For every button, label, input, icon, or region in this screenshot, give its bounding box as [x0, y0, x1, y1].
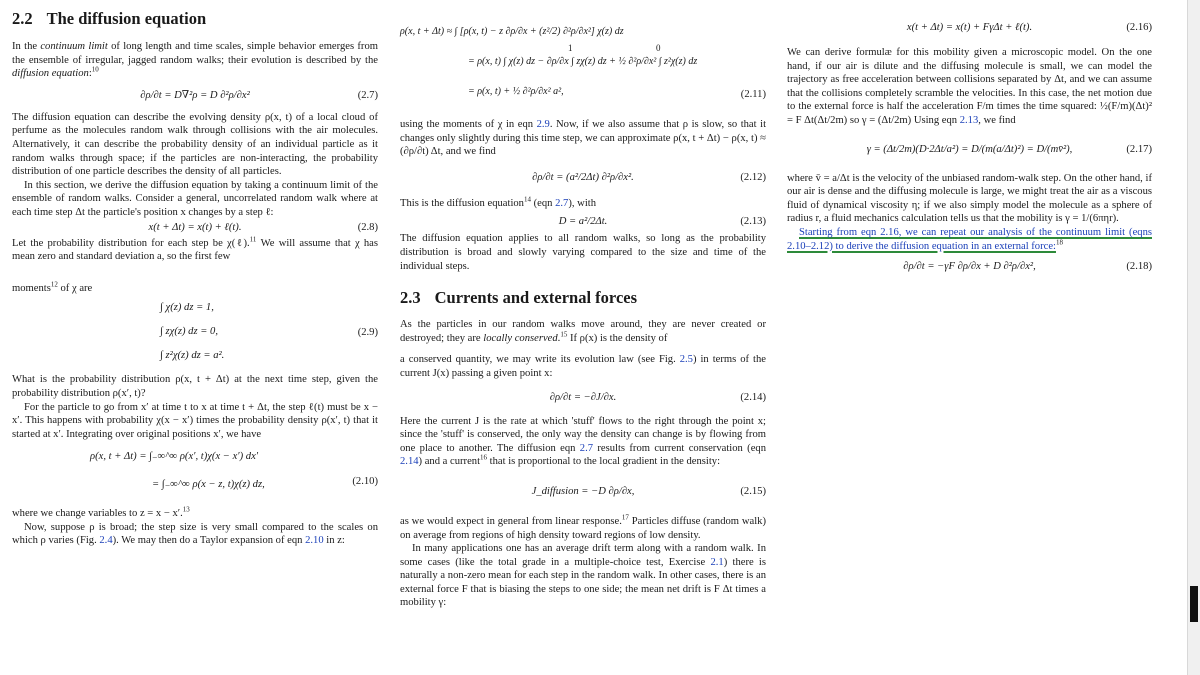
section-number: 2.3 — [400, 288, 421, 308]
text: in z: — [323, 535, 345, 547]
vertical-scrollbar[interactable] — [1187, 0, 1200, 675]
equation-2-15 — [400, 469, 766, 515]
figure-link[interactable]: 2.4 — [99, 535, 113, 547]
emphasis: locally conserved — [483, 332, 558, 344]
equation-link[interactable]: 2.14 — [400, 456, 419, 468]
section-title: The diffusion equation — [46, 9, 207, 28]
highlighted-text[interactable]: Starting from eqn 2.16, we can repeat our analysis of the continuum limit (eqns 2.10–2.12) to derive the diffusion equation in an external force: — [787, 226, 1152, 252]
equation-number: (2.10) — [352, 476, 378, 488]
column-middle — [400, 0, 766, 610]
equation-number: (2.14) — [740, 391, 766, 403]
equation-body: ∂ρ/∂t = −γF ∂ρ/∂x + D ∂²ρ/∂x², — [903, 261, 1036, 273]
text: . Now, if we also assume that ρ is slow, so that it changes only slightly during this time step, we can approximate ρ(x, t + Δt) − ρ(x, t) ≈ (∂ρ/∂t) Δt, and we find — [400, 119, 767, 158]
equation-body: ∂ρ/∂t = −∂J/∂x. — [549, 391, 617, 403]
text: as we would expect in general from linear response. — [400, 515, 622, 527]
equation-2-13 — [400, 210, 766, 232]
paragraph: where v̄ = a/Δt is the velocity of the unbiased random-walk step. On the other hand, if our air is dense and the diffusing molecule is large, we might treat the air as a viscous fluid of dynamical viscosity η; if we also simply model the molecule as a sphere of radius r, a fluid mechanics calculation tells us that the mobility is γ = 1/(6πηr). — [787, 172, 1152, 225]
footnote-marker: 14 — [523, 195, 531, 204]
text: of χ are — [57, 282, 93, 294]
equation-line: ρ(x, t + Δt) = ∫₋∞^∞ ρ(x′, t)χ(x − x′) dx′ — [90, 451, 259, 463]
equation-2-8 — [12, 220, 378, 237]
equation-overbrace-0: 0 — [656, 43, 661, 53]
equation-link[interactable]: 2.9 — [536, 119, 550, 130]
paragraph — [12, 237, 378, 264]
paragraph — [12, 40, 378, 81]
text: ). We may then do a Taylor expansion of eqn — [112, 535, 306, 547]
paragraph — [12, 507, 378, 521]
paragraph — [400, 542, 766, 610]
text: of long length and time scales, simple behavior emerges from the ensemble of irregular, jagged random walks; their evolution is described by the — [12, 41, 378, 66]
section-heading-2-2 — [12, 9, 378, 29]
section-title: Currents and external forces — [434, 288, 638, 308]
equation-2-18 — [787, 253, 1152, 281]
paragraph — [400, 318, 766, 345]
equation-link[interactable]: 2.7 — [555, 197, 569, 209]
equation-2-16 — [787, 16, 1152, 40]
paragraph — [400, 118, 766, 159]
paragraph: For the particle to go from x′ at time t to x at time t + Δt, the step ℓ(t) must be x − x′. This happens with probability χ(x − x′) times the probability density ρ(x′, t) that it started at x′. Integrating over original positions x′, we have — [12, 401, 378, 440]
paragraph: In this section, we derive the diffusion equation by taking a continuum limit of the ensemble of random walks. Consider a general, uncorrelated random walk where at each time step Δt the particle's position x changes by a step ℓ: — [12, 179, 378, 218]
text: In many applications one has an average drift term along with a random walk. In some cases (like the total grade in a multiple-choice test, Exercise — [400, 543, 766, 568]
text: We can derive formulæ for this mobility given a microscopic model. On the one hand, if our air is dilute and the diffusing molecule is small, we can model the trajectory as free acceleration between collisions separated by Δt, and we can assume that the collisions completely scramble the velocities. In this case, the net motion due to the external force is half the acceleration F/m times the time squared: ½(F/m)(Δt)² = F Δt(Δt/2m) so γ = (Δt/2m) Using eqn — [787, 47, 1152, 126]
text: using the moments of χ in eqn — [400, 119, 537, 130]
paragraph — [12, 521, 378, 548]
footnote-marker: 17 — [621, 513, 629, 522]
text: a conserved quantity, we may write its evolution law (see Fig. — [400, 354, 680, 366]
equation-body: x(t + Δt) = x(t) + FγΔt + ℓ(t). — [906, 22, 1033, 34]
text: ) in terms of the current J(x) passing a given point x: — [400, 354, 766, 379]
equation-link[interactable]: 2.10 — [305, 535, 324, 547]
section-number: 2.2 — [12, 9, 33, 28]
text: This is the diffusion equation — [400, 197, 524, 209]
paragraph — [400, 197, 766, 211]
text: results from current conservation (eqn — [593, 442, 766, 454]
text: We will assume that χ has mean zero and standard deviation a, so the first few — [12, 237, 378, 263]
text: moments — [12, 282, 51, 294]
text: ) there is naturally a non-zero mean for each step in the random walk. In other cases, there is an external force F that is biasing the steps to one side; the mean net drift is F Δt times a mobility γ: — [400, 556, 766, 609]
equation-number: (2.15) — [740, 486, 766, 498]
text: : — [88, 68, 92, 80]
scrollbar-thumb[interactable] — [1190, 586, 1198, 622]
footnote-marker: 13 — [182, 505, 190, 514]
paragraph: The diffusion equation applies to all random walks, so long as the probability distribution is broad and slowly varying compared to the size and time of the individual steps. — [400, 233, 766, 272]
footnote-marker: 10 — [91, 65, 99, 74]
equation-number: (2.18) — [1126, 261, 1152, 273]
column-left — [12, 0, 378, 548]
text: . — [557, 332, 561, 344]
equation-body: ∂ρ/∂t = D∇²ρ = D ∂²ρ/∂x² — [140, 89, 250, 101]
paragraph: The diffusion equation can describe the evolving density ρ(x, t) of a local cloud of perfume as the molecules random walk through collisions with the air molecules. Alternatively, it can describe the probability density of an individual particle as it random walks through space; if the particles are non-interacting, the probability distribution of one particle describes the density of all particles. — [12, 111, 378, 178]
figure-link[interactable]: 2.5 — [679, 354, 693, 366]
text: As the particles in our random walks move around, they are never created or destroyed; they are — [400, 319, 766, 344]
equation-number: (2.17) — [1126, 143, 1152, 155]
paragraph — [400, 515, 766, 542]
equation-line: = ∫₋∞^∞ ρ(x − z, t)χ(z) dz, — [152, 479, 265, 491]
equation-2-17 — [787, 128, 1152, 172]
footnote-marker: 12 — [50, 280, 58, 289]
equation-number: (2.13) — [740, 215, 766, 227]
paragraph: What is the probability distribution ρ(x, t + Δt) at the next time step, given the probability distribution ρ(x′, t)? — [12, 374, 378, 399]
text: that is proportional to the local gradient in the density: — [487, 456, 721, 468]
equation-line: ρ(x, t + Δt) ≈ ∫ [ρ(x, t) − z ∂ρ/∂x + (z²/2) ∂²ρ/∂x²] χ(z) dz — [400, 26, 624, 37]
equation-number: (2.12) — [740, 171, 766, 183]
equation-2-9 — [12, 295, 378, 369]
footnote-marker: 18 — [1055, 238, 1063, 246]
equation-line: ∫ χ(z) dz = 1, — [160, 302, 214, 314]
equation-body: ∂ρ/∂t = (a²/2Δt) ∂²ρ/∂x². — [532, 171, 634, 183]
footnote-marker: 16 — [480, 453, 488, 462]
equation-2-14 — [400, 381, 766, 415]
footnote-marker: 11 — [249, 235, 257, 243]
equation-body: J_diffusion = −D ∂ρ/∂x, — [531, 486, 635, 498]
text: Let the probability distribution for each step be χ(ℓ). — [12, 237, 250, 249]
text: , we find — [978, 114, 1016, 126]
section-heading-2-3 — [400, 288, 766, 308]
equation-line: = ρ(x, t) + ½ ∂²ρ/∂x² a², — [468, 86, 564, 97]
footnote-marker: 15 — [560, 330, 568, 339]
equation-number: (2.9) — [357, 326, 378, 338]
equation-line: ∫ zχ(z) dz = 0, — [160, 326, 218, 338]
equation-number: (2.7) — [357, 89, 378, 101]
text: Here the current J is the rate at which 'stuff' flows to the right through the point x; since the 'stuff' is conserved, the only way the density can change is by flowing from one place to another. The diffusion eqn — [400, 415, 766, 454]
paragraph — [787, 46, 1152, 128]
text: Now, suppose ρ is broad; the step size is very small compared to the scales on which ρ varies (Fig. — [12, 521, 378, 547]
exercise-link[interactable]: 2.1 — [710, 556, 724, 568]
equation-2-7 — [12, 81, 378, 111]
text: In the — [12, 41, 41, 52]
equation-2-10 — [12, 441, 378, 501]
text: ) and a current — [418, 456, 481, 468]
equation-link[interactable]: 2.7 — [579, 442, 594, 454]
text: where we change variables to z = x − x′. — [12, 508, 183, 520]
equation-number: (2.11) — [740, 89, 766, 100]
text: (eqn — [530, 197, 556, 209]
column-right — [787, 0, 1152, 281]
emphasis: continuum limit — [40, 41, 108, 52]
equation-line: ∫ z²χ(z) dz = a². — [160, 350, 225, 362]
equation-line: = ρ(x, t) ∫ χ(z) dz − ∂ρ/∂x ∫ zχ(z) dz + ½ ∂²ρ/∂x² ∫ z²χ(z) dz — [468, 56, 698, 67]
equation-2-12 — [400, 159, 766, 197]
equation-number: (2.16) — [1126, 22, 1152, 34]
text: ), with — [568, 197, 597, 209]
equation-body: x(t + Δt) = x(t) + ℓ(t). — [148, 222, 242, 234]
paragraph — [400, 353, 766, 380]
equation-body: γ = (Δt/2m)(D·2Δt/a²) = D/(m(a/Δt)²) = D/(mv̄²), — [866, 143, 1073, 155]
equation-link[interactable]: 2.13 — [959, 114, 979, 126]
text: If ρ(x) is the density of — [567, 332, 668, 344]
equation-body: D = a²/2Δt. — [558, 215, 608, 227]
paragraph — [12, 282, 378, 296]
text: Particles diffuse (random walk) on average from regions of high density toward regions of low density. — [400, 515, 766, 541]
equation-overbrace-1: 1 — [568, 43, 573, 53]
emphasis: diffusion equation — [12, 68, 89, 80]
paragraph — [400, 415, 766, 469]
highlighted-paragraph — [787, 226, 1152, 253]
equation-number: (2.8) — [357, 222, 378, 234]
equation-2-11 — [400, 6, 766, 118]
